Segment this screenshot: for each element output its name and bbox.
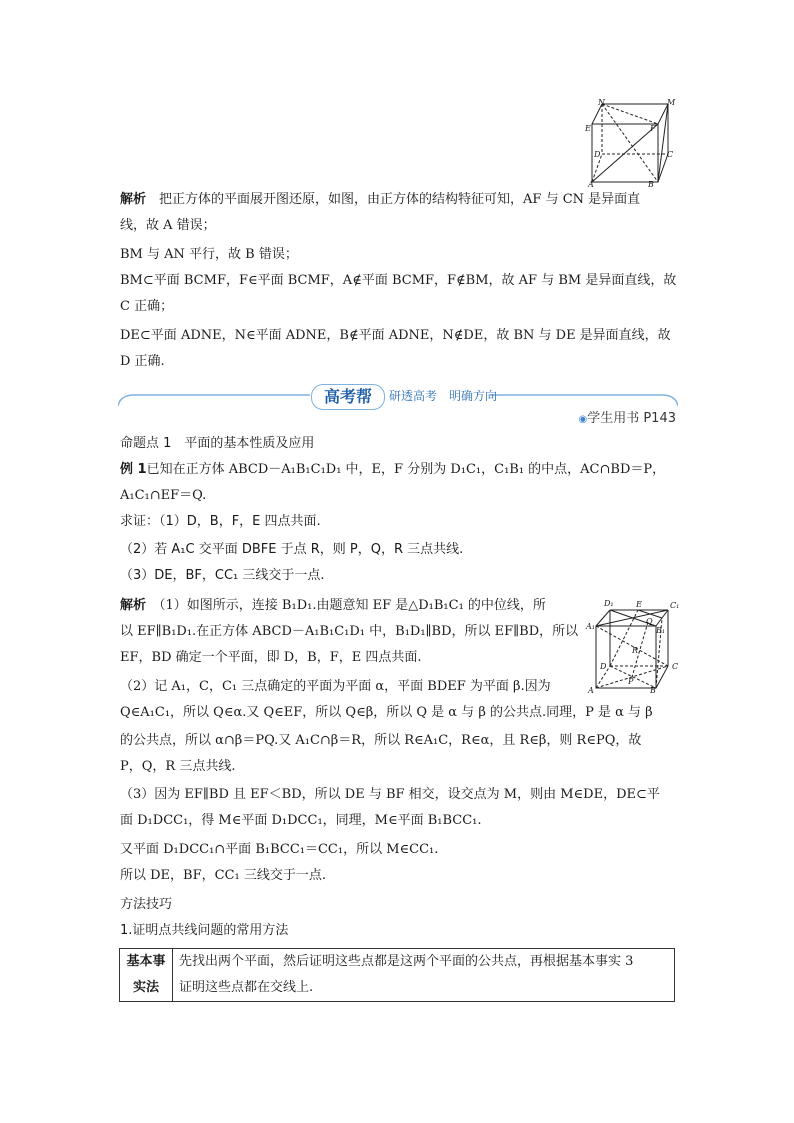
cube2-label-b: B <box>650 686 656 695</box>
answer1-line6: DE⊂平面 ADNE，N∈平面 ADNE，B∉平面 ADNE，N∉DE，故 BN 与 DE 是异面直线，故 <box>120 328 671 343</box>
answer2-p1c: EF，BD 确定一个平面，即 D，B，F，E 四点共面. <box>120 650 422 665</box>
answer1-label: 解析 <box>120 192 147 207</box>
cube1-label-n: N <box>598 98 605 107</box>
answer2-p1b: 以 EF∥B₁D₁.在正方体 ABCD－A₁B₁C₁D₁ 中，B₁D₁∥BD，所以 EF∥BD，所以 <box>120 624 579 639</box>
method-heading: 方法技巧 <box>120 897 173 912</box>
answer2-p2a: （2）记 A₁，C，C₁ 三点确定的平面为平面 α，平面 BDEF 为平面 β.因为 <box>120 679 551 694</box>
cube2-label-d1: D₁ <box>604 599 614 608</box>
answer2-label: 解析 <box>120 598 147 613</box>
example-label: 例 1 <box>120 462 147 477</box>
cube2-label-r: R <box>632 646 639 655</box>
table-body-line1: 先找出两个平面，然后证明这些点都是这两个平面的公共点，再根据基本事实 3 <box>179 954 634 969</box>
table-header-line2: 实法 <box>132 980 159 995</box>
cube1-label-m: M <box>667 98 676 107</box>
cube1-label-b: B <box>648 180 654 189</box>
answer1-line5: C 正确； <box>120 299 174 314</box>
answer1-line7: D 正确. <box>120 354 165 369</box>
answer1-line2: 线，故 A 错误； <box>120 218 216 233</box>
example-line1: 例 1已知在正方体 ABCD－A₁B₁C₁D₁ 中，E，F 分别为 D₁C₁，C₁B₁ 的中点，AC∩BD＝P， <box>120 462 666 477</box>
cube2-label-a1: A₁ <box>586 622 595 631</box>
example-q1: 求证：（1）D，B，F，E 四点共面. <box>120 514 321 529</box>
answer2-p2b: Q∈A₁C₁，所以 Q∈α.又 Q∈EF，所以 Q∈β，所以 Q 是 α 与 β 的公共点.同理，P 是 α 与 β <box>120 705 653 720</box>
answer2-p3d: 所以 DE，BF，CC₁ 三线交于一点. <box>120 868 326 883</box>
answer2-p3a: （3）因为 EF∥BD 且 EF＜BD，所以 DE 与 BF 相交，设交点为 M，则由 M∈DE，DE⊂平 <box>120 787 660 802</box>
cube1-label-f: F <box>650 124 656 133</box>
bullet-icon: ◉ <box>578 414 588 425</box>
cube1-label-d: D <box>594 150 601 159</box>
method-table <box>119 948 675 1002</box>
table-header-line1: 基本事 <box>126 954 166 969</box>
answer2-p2d: P，Q，R 三点共线. <box>120 759 236 774</box>
method-subheading: 1.证明点共线问题的常用方法 <box>120 923 289 938</box>
banner-subtitle: 研透高考 明确方向 <box>389 389 498 403</box>
cube2-label-e: E <box>636 600 642 609</box>
table-body-cell <box>173 949 675 1002</box>
cube2-label-a: A <box>588 686 594 695</box>
table-body-line2: 证明这些点都在交线上. <box>179 980 314 995</box>
answer1-line3: BM 与 AN 平行，故 B 错误； <box>120 247 298 262</box>
cube2-label-q: Q <box>646 617 653 626</box>
banner-title: 高考帮 <box>311 384 385 410</box>
cube1-label-c: C <box>667 150 674 159</box>
cube2-label-c: C <box>672 662 679 671</box>
example-line2: A₁C₁∩EF＝Q. <box>120 488 207 503</box>
table-header-cell <box>120 949 173 1002</box>
example-q2: （2）若 A₁C 交平面 DBFE 于点 R，则 P，Q，R 三点共线. <box>120 542 464 557</box>
book-reference: ◉学生用书 P143 <box>578 411 676 426</box>
answer1-line1: 解析 把正方体的平面展开图还原，如图，由正方体的结构特征可知，AF 与 CN 是异面直 <box>120 192 641 207</box>
table-row <box>120 949 675 1002</box>
example-q3: （3）DE，BF，CC₁ 三线交于一点. <box>120 568 325 583</box>
cube1-label-e: E <box>585 124 591 133</box>
cube2-label-b1: B₁ <box>656 626 666 635</box>
answer2-p3b: 面 D₁DCC₁，得 M∈平面 D₁DCC₁，同理，M∈平面 B₁BCC₁. <box>120 813 482 828</box>
cube2-label-c1: C₁ <box>670 601 680 610</box>
answer1-line4: BM⊂平面 BCMF，F∈平面 BCMF，A∉平面 BCMF，F∉BM，故 AF 与 BM 是异面直线，故 <box>120 273 677 288</box>
answer2-p2c: 的公共点，所以 α∩β＝PQ.又 A₁C∩β＝R，所以 R∈A₁C，R∈α，且 R∈β，则 R∈PQ，故 <box>120 733 642 748</box>
answer2-p3c: 又平面 D₁DCC₁∩平面 B₁BCC₁＝CC₁，所以 M∈CC₁. <box>120 842 439 857</box>
cube-figure-1 <box>588 96 682 190</box>
cube2-label-d: D <box>600 662 607 671</box>
cube1-label-a: A <box>588 180 594 189</box>
cube2-label-p: P <box>628 677 634 686</box>
topic-heading: 命题点 1 平面的基本性质及应用 <box>120 436 315 451</box>
answer2-p1a: 解析 （1）如图所示，连接 B₁D₁.由题意知 EF 是△D₁B₁C₁ 的中位线，所 <box>120 598 546 613</box>
